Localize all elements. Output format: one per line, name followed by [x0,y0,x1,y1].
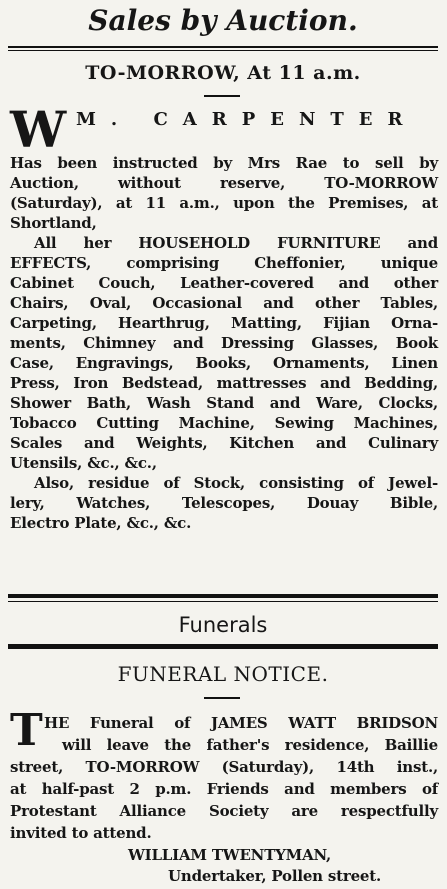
funeral-line: Protestant Alliance Society are respectfully [10,802,438,820]
auction-line: Cabinet Couch, Leather-covered and other [10,274,438,292]
funeral-line: will leave the father's residence, Baillie [62,736,438,754]
auction-line: Press, Iron Bedstead, mattresses and Bedding, [10,374,438,392]
auction-line: EFFECTS, comprising Cheffonier, unique [10,254,438,272]
auctioneer-name: M. CARPENTER [76,109,418,130]
auction-line: ments, Chimney and Dressing Glasses, Book [10,334,438,352]
auction-line: Shower Bath, Wash Stand and Ware, Clocks, [10,394,438,412]
auction-line: Scales and Weights, Kitchen and Culinary [10,434,438,452]
auction-line: Chairs, Oval, Occasional and other Tables, [10,294,438,312]
section-rule-bottom [8,644,438,649]
funerals-section-title: Funerals [178,613,268,637]
auction-line: Carpeting, Hearthrug, Matting, Fijian Orna- [10,314,438,332]
auction-line: (Saturday), at 11 a.m., upon the Premises, at [10,194,438,212]
auction-time-heading: TO-MORROW, At 11 a.m. [85,62,361,84]
auction-line: Has been instructed by Mrs Rae to sell by [10,154,438,172]
auction-line: Tobacco Cutting Machine, Sewing Machines, [10,414,438,432]
section-rule-thin [8,601,438,602]
auction-line: Also, residue of Stock, consisting of Jewel- [34,474,438,492]
funeral-initial: T [10,705,43,756]
auction-line: Shortland, [10,214,97,232]
funeral-line: street, TO-MORROW (Saturday), 14th inst., [10,758,438,776]
auction-line: Electro Plate, &c., &c. [10,514,192,532]
funeral-line: invited to attend. [10,824,152,842]
notice-dash-rule [204,697,240,699]
auction-line: Auction, without reserve, TO-MORROW [10,174,438,192]
funeral-line: HE Funeral of JAMES WATT BRIDSON [44,714,438,732]
auction-line: All her HOUSEHOLD FURNITURE and [34,234,438,252]
section-rule-top [8,594,438,598]
funeral-notice-heading: FUNERAL NOTICE. [117,662,329,686]
undertaker-name: WILLIAM TWENTYMAN, [128,846,332,864]
auctioneer-initial: W [10,100,67,159]
auction-section-title: Sales by Auction. [88,4,358,37]
auction-line: Utensils, &c., &c., [10,454,157,472]
funeral-line: at half-past 2 p.m. Friends and members of [10,780,438,798]
header-rule-bottom [8,50,438,51]
short-dash-rule [204,95,240,97]
undertaker-role: Undertaker, Pollen street. [168,867,382,885]
header-rule-top [8,46,438,48]
auction-line: Case, Engravings, Books, Ornaments, Linen [10,354,438,372]
auction-line: lery, Watches, Telescopes, Douay Bible, [10,494,438,512]
